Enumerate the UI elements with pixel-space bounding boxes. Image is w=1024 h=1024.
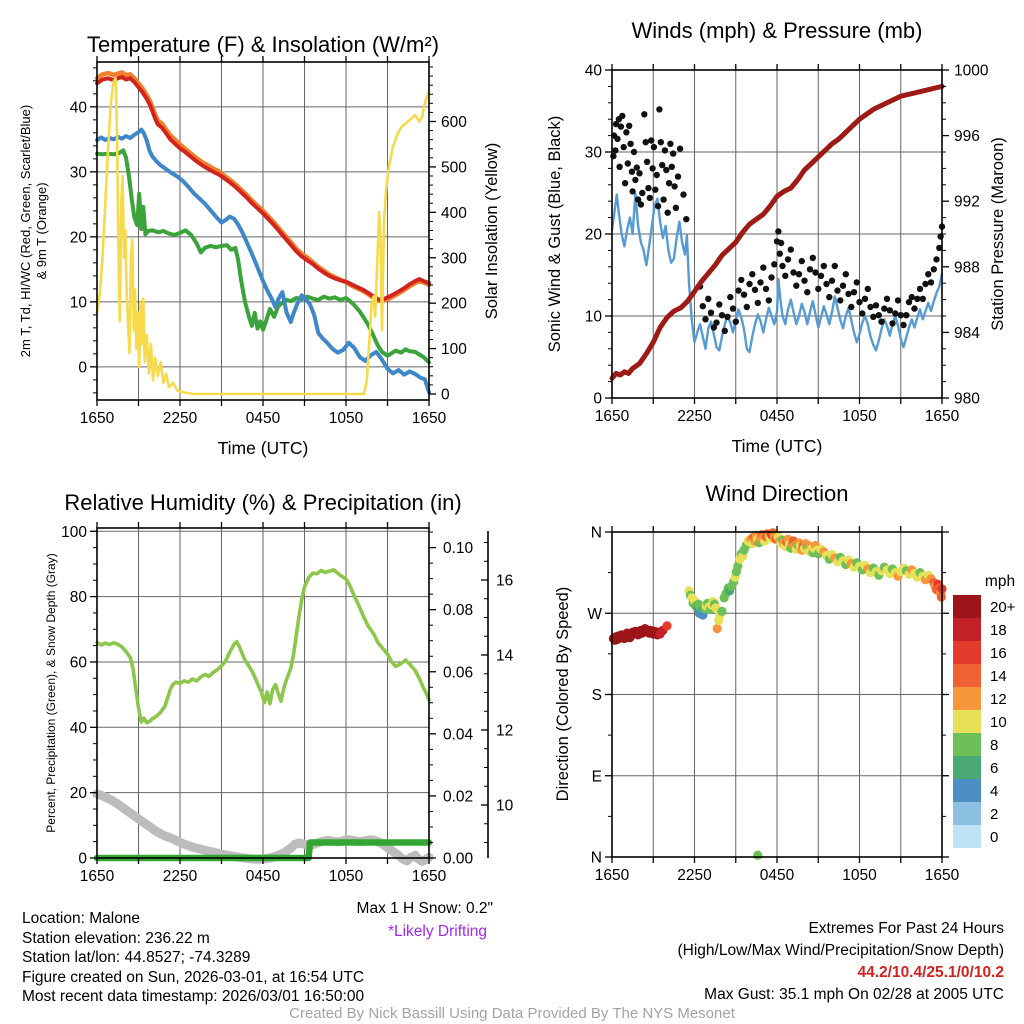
wind-direction-chart bbox=[587, 525, 959, 885]
svg-text:1650: 1650 bbox=[594, 408, 630, 425]
svg-text:40: 40 bbox=[69, 99, 87, 117]
svg-text:0.08: 0.08 bbox=[443, 602, 474, 620]
svg-text:500: 500 bbox=[441, 159, 467, 177]
extremes-title: Extremes For Past 24 Hours bbox=[808, 920, 1004, 937]
temperature-chart-xlabel: Time (UTC) bbox=[217, 438, 309, 458]
svg-text:20+: 20+ bbox=[990, 599, 1016, 616]
insolation-ylabel-right: Solar Insolation (Yellow) bbox=[483, 142, 501, 320]
svg-text:0: 0 bbox=[990, 829, 999, 846]
temperature-insolation-chart bbox=[70, 56, 467, 427]
svg-text:0.00: 0.00 bbox=[443, 850, 474, 868]
svg-text:980: 980 bbox=[954, 390, 980, 408]
winds-chart-title: Winds (mph) & Pressure (mb) bbox=[631, 18, 923, 43]
svg-text:0.04: 0.04 bbox=[443, 726, 474, 744]
humidity-precip-chart bbox=[61, 522, 513, 885]
svg-text:10: 10 bbox=[990, 714, 1007, 731]
colorbar-units-label: mph bbox=[984, 573, 1016, 590]
station-elevation: Station elevation: 236.22 m bbox=[22, 930, 210, 947]
svg-text:600: 600 bbox=[441, 113, 467, 131]
svg-text:1050: 1050 bbox=[842, 867, 877, 884]
svg-text:0: 0 bbox=[78, 359, 87, 377]
max-gust-note: Max Gust: 35.1 mph On 02/28 at 2005 UTC bbox=[704, 986, 1004, 1003]
svg-text:2250: 2250 bbox=[162, 410, 198, 427]
most-recent-data-timestamp: Most recent data timestamp: 2026/03/01 16:50:00 bbox=[22, 988, 365, 1005]
svg-text:1650: 1650 bbox=[411, 410, 447, 427]
svg-text:40: 40 bbox=[584, 62, 602, 80]
svg-text:10: 10 bbox=[496, 797, 514, 815]
winds-chart-xlabel: Time (UTC) bbox=[731, 436, 823, 456]
svg-text:E: E bbox=[591, 768, 602, 786]
humidity-chart-title: Relative Humidity (%) & Precipitation (in) bbox=[64, 490, 462, 515]
likely-drifting-note: *Likely Drifting bbox=[387, 923, 487, 940]
svg-text:30: 30 bbox=[69, 164, 87, 182]
svg-text:14: 14 bbox=[496, 647, 514, 665]
svg-text:10: 10 bbox=[584, 308, 602, 326]
svg-text:S: S bbox=[591, 687, 602, 704]
svg-text:0450: 0450 bbox=[759, 867, 795, 884]
svg-text:N: N bbox=[590, 524, 602, 542]
svg-text:1650: 1650 bbox=[411, 868, 447, 885]
speed-colorbar bbox=[953, 595, 1016, 848]
svg-text:2250: 2250 bbox=[162, 868, 198, 885]
max-snow-note: Max 1 H Snow: 0.2" bbox=[356, 900, 493, 917]
svg-text:1650: 1650 bbox=[79, 868, 115, 885]
svg-text:100: 100 bbox=[441, 341, 467, 359]
pressure-ylabel-right: Station Pressure (Maroon) bbox=[989, 137, 1007, 331]
svg-text:1650: 1650 bbox=[594, 867, 630, 884]
svg-text:1000: 1000 bbox=[954, 62, 989, 80]
svg-text:1050: 1050 bbox=[842, 408, 877, 425]
svg-text:1650: 1650 bbox=[924, 867, 960, 884]
winds-pressure-chart bbox=[585, 63, 989, 426]
svg-text:0.02: 0.02 bbox=[443, 788, 474, 806]
svg-text:0: 0 bbox=[593, 390, 602, 408]
svg-text:0: 0 bbox=[441, 386, 450, 404]
svg-text:60: 60 bbox=[69, 654, 87, 672]
figure-created-timestamp: Figure created on Sun, 2026-03-01, at 16:54 UTC bbox=[22, 969, 365, 986]
winds-chart-ylabel-left: Sonic Wind & Gust (Blue, Black) bbox=[546, 115, 564, 353]
svg-text:200: 200 bbox=[441, 295, 467, 313]
credit-line: Created By Nick Bassill Using Data Provided By The NYS Mesonet bbox=[289, 1005, 735, 1022]
extremes-values: 44.2/10.4/25.1/0/10.2 bbox=[857, 964, 1004, 981]
svg-text:40: 40 bbox=[69, 719, 87, 737]
svg-text:4: 4 bbox=[990, 783, 999, 800]
station-latlon: Station lat/lon: 44.8527; -74.3289 bbox=[22, 949, 251, 966]
svg-text:1650: 1650 bbox=[79, 410, 115, 427]
svg-text:1650: 1650 bbox=[924, 408, 960, 425]
svg-text:30: 30 bbox=[584, 144, 602, 162]
svg-text:400: 400 bbox=[441, 204, 467, 222]
station-location: Location: Malone bbox=[22, 910, 141, 927]
svg-text:0: 0 bbox=[78, 850, 87, 868]
humidity-chart-ylabel-left: Percent, Precipitation (Green), & Snow Depth (Gray) bbox=[44, 553, 58, 833]
svg-text:16: 16 bbox=[990, 645, 1007, 662]
svg-text:2: 2 bbox=[990, 806, 999, 823]
svg-text:984: 984 bbox=[954, 324, 980, 342]
extremes-subtitle: (High/Low/Max Wind/Precipitation/Snow Depth) bbox=[677, 942, 1004, 959]
svg-text:2250: 2250 bbox=[677, 867, 712, 884]
svg-text:2250: 2250 bbox=[677, 408, 712, 425]
wind-direction-ylabel-left: Direction (Colored By Speed) bbox=[554, 586, 572, 802]
svg-text:18: 18 bbox=[990, 622, 1007, 639]
svg-text:100: 100 bbox=[61, 523, 87, 541]
svg-text:16: 16 bbox=[496, 572, 514, 590]
svg-text:20: 20 bbox=[69, 785, 87, 803]
svg-text:8: 8 bbox=[990, 737, 999, 754]
svg-text:992: 992 bbox=[954, 193, 980, 211]
svg-text:1050: 1050 bbox=[328, 868, 364, 885]
svg-text:6: 6 bbox=[990, 760, 999, 777]
svg-text:0450: 0450 bbox=[759, 408, 795, 425]
svg-text:12: 12 bbox=[990, 691, 1007, 708]
wind-direction-chart-title: Wind Direction bbox=[705, 481, 849, 506]
svg-text:W: W bbox=[587, 605, 602, 623]
svg-text:0.06: 0.06 bbox=[443, 664, 474, 682]
svg-text:N: N bbox=[590, 849, 602, 867]
svg-text:20: 20 bbox=[584, 226, 602, 244]
svg-text:300: 300 bbox=[441, 250, 467, 268]
svg-text:996: 996 bbox=[954, 128, 980, 146]
svg-text:0450: 0450 bbox=[245, 410, 281, 427]
svg-text:988: 988 bbox=[954, 259, 980, 277]
svg-text:0.10: 0.10 bbox=[443, 540, 474, 558]
svg-text:0450: 0450 bbox=[245, 868, 281, 885]
svg-text:12: 12 bbox=[496, 722, 514, 740]
svg-text:10: 10 bbox=[69, 294, 87, 312]
temperature-chart-ylabel-line1: 2m T, Td, HI/WC (Red, Green, Scarlet/Blue) bbox=[18, 104, 33, 358]
svg-text:1050: 1050 bbox=[328, 410, 364, 427]
svg-text:80: 80 bbox=[69, 589, 87, 607]
temperature-chart-title: Temperature (F) & Insolation (W/m²) bbox=[86, 32, 440, 57]
svg-text:14: 14 bbox=[990, 668, 1007, 685]
svg-text:20: 20 bbox=[69, 229, 87, 247]
temperature-chart-ylabel-line2: & 9m T (Orange) bbox=[34, 182, 49, 280]
